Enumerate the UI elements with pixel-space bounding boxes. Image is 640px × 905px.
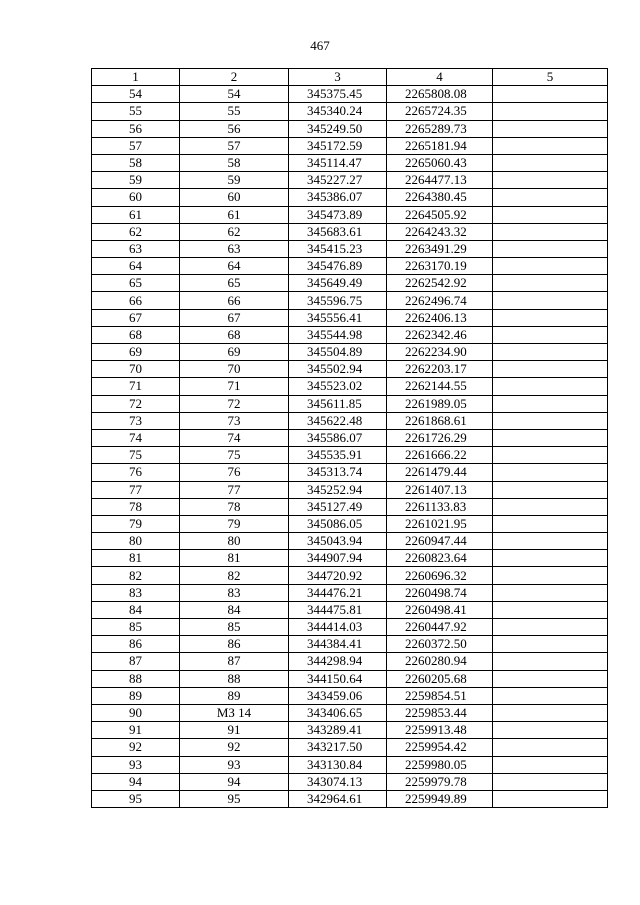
point-number-cell: 80 xyxy=(92,533,180,550)
point-number-cell: 58 xyxy=(92,154,180,171)
point-number-cell: 67 xyxy=(92,309,180,326)
point-label-cell: 66 xyxy=(180,292,289,309)
note-cell xyxy=(493,584,608,601)
y-coordinate-cell: 2262234.90 xyxy=(387,344,493,361)
table-row xyxy=(92,344,608,361)
point-label-cell: 86 xyxy=(180,636,289,653)
note-cell xyxy=(493,670,608,687)
point-number-cell: 65 xyxy=(92,275,180,292)
y-coordinate-cell: 2264505.92 xyxy=(387,206,493,223)
x-coordinate-cell: 345596.75 xyxy=(289,292,387,309)
table-row xyxy=(92,670,608,687)
point-label-cell: 79 xyxy=(180,515,289,532)
x-coordinate-cell: 345523.02 xyxy=(289,378,387,395)
point-label-cell: 59 xyxy=(180,172,289,189)
page-number: 467 xyxy=(310,38,330,53)
point-label-cell: 67 xyxy=(180,309,289,326)
point-number-cell: 77 xyxy=(92,481,180,498)
y-coordinate-cell: 2260947.44 xyxy=(387,533,493,550)
table-row xyxy=(92,584,608,601)
point-number-cell: 84 xyxy=(92,601,180,618)
note-cell xyxy=(493,206,608,223)
y-coordinate-cell: 2261989.05 xyxy=(387,395,493,412)
y-coordinate-cell: 2262542.92 xyxy=(387,275,493,292)
note-cell xyxy=(493,412,608,429)
x-coordinate-cell: 344907.94 xyxy=(289,550,387,567)
x-coordinate-cell: 345544.98 xyxy=(289,326,387,343)
x-coordinate-cell: 345252.94 xyxy=(289,481,387,498)
note-cell xyxy=(493,326,608,343)
table-row xyxy=(92,773,608,790)
point-number-cell: 64 xyxy=(92,258,180,275)
x-coordinate-cell: 345043.94 xyxy=(289,533,387,550)
point-number-cell: 61 xyxy=(92,206,180,223)
x-coordinate-cell: 344150.64 xyxy=(289,670,387,687)
x-coordinate-cell: 344720.92 xyxy=(289,567,387,584)
x-coordinate-cell: 345114.47 xyxy=(289,154,387,171)
y-coordinate-cell: 2265060.43 xyxy=(387,154,493,171)
note-cell xyxy=(493,653,608,670)
y-coordinate-cell: 2260696.32 xyxy=(387,567,493,584)
point-label-cell: 83 xyxy=(180,584,289,601)
point-label-cell: 76 xyxy=(180,464,289,481)
header-cell: 1 xyxy=(92,69,180,86)
note-cell xyxy=(493,189,608,206)
table-row xyxy=(92,240,608,257)
table-row xyxy=(92,447,608,464)
y-coordinate-cell: 2264477.13 xyxy=(387,172,493,189)
point-number-cell: 63 xyxy=(92,240,180,257)
table-row xyxy=(92,756,608,773)
y-coordinate-cell: 2259854.51 xyxy=(387,687,493,704)
y-coordinate-cell: 2260447.92 xyxy=(387,619,493,636)
x-coordinate-cell: 343217.50 xyxy=(289,739,387,756)
table-row xyxy=(92,704,608,721)
x-coordinate-cell: 345340.24 xyxy=(289,103,387,120)
note-cell xyxy=(493,515,608,532)
table-row xyxy=(92,550,608,567)
y-coordinate-cell: 2265808.08 xyxy=(387,86,493,103)
x-coordinate-cell: 345683.61 xyxy=(289,223,387,240)
point-number-cell: 66 xyxy=(92,292,180,309)
x-coordinate-cell: 345313.74 xyxy=(289,464,387,481)
note-cell xyxy=(493,687,608,704)
header-cell: 5 xyxy=(493,69,608,86)
table-row xyxy=(92,86,608,103)
point-label-cell: 74 xyxy=(180,429,289,446)
note-cell xyxy=(493,378,608,395)
note-cell xyxy=(493,361,608,378)
point-number-cell: 54 xyxy=(92,86,180,103)
point-number-cell: 91 xyxy=(92,722,180,739)
note-cell xyxy=(493,429,608,446)
note-cell xyxy=(493,154,608,171)
note-cell xyxy=(493,756,608,773)
point-number-cell: 68 xyxy=(92,326,180,343)
header-row xyxy=(92,69,608,86)
y-coordinate-cell: 2264243.32 xyxy=(387,223,493,240)
note-cell xyxy=(493,498,608,515)
y-coordinate-cell: 2261021.95 xyxy=(387,515,493,532)
table-row xyxy=(92,120,608,137)
table-row xyxy=(92,619,608,636)
point-number-cell: 74 xyxy=(92,429,180,446)
y-coordinate-cell: 2262203.17 xyxy=(387,361,493,378)
point-number-cell: 79 xyxy=(92,515,180,532)
point-label-cell: 70 xyxy=(180,361,289,378)
x-coordinate-cell: 345502.94 xyxy=(289,361,387,378)
y-coordinate-cell: 2260280.94 xyxy=(387,653,493,670)
x-coordinate-cell: 343289.41 xyxy=(289,722,387,739)
note-cell xyxy=(493,773,608,790)
y-coordinate-cell: 2261868.61 xyxy=(387,412,493,429)
point-number-cell: 71 xyxy=(92,378,180,395)
point-label-cell: 73 xyxy=(180,412,289,429)
x-coordinate-cell: 344298.94 xyxy=(289,653,387,670)
table-body xyxy=(92,86,608,808)
x-coordinate-cell: 345622.48 xyxy=(289,412,387,429)
y-coordinate-cell: 2259853.44 xyxy=(387,704,493,721)
y-coordinate-cell: 2261666.22 xyxy=(387,447,493,464)
table-row xyxy=(92,636,608,653)
point-number-cell: 69 xyxy=(92,344,180,361)
point-number-cell: 70 xyxy=(92,361,180,378)
note-cell xyxy=(493,292,608,309)
note-cell xyxy=(493,636,608,653)
point-label-cell: 63 xyxy=(180,240,289,257)
y-coordinate-cell: 2262144.55 xyxy=(387,378,493,395)
x-coordinate-cell: 345172.59 xyxy=(289,137,387,154)
y-coordinate-cell: 2260372.50 xyxy=(387,636,493,653)
header-cell: 3 xyxy=(289,69,387,86)
point-number-cell: 86 xyxy=(92,636,180,653)
table-row xyxy=(92,326,608,343)
table-row xyxy=(92,395,608,412)
y-coordinate-cell: 2263491.29 xyxy=(387,240,493,257)
y-coordinate-cell: 2261726.29 xyxy=(387,429,493,446)
point-number-cell: 82 xyxy=(92,567,180,584)
table-row xyxy=(92,309,608,326)
table-row xyxy=(92,429,608,446)
point-number-cell: 88 xyxy=(92,670,180,687)
table-row xyxy=(92,258,608,275)
point-label-cell: 65 xyxy=(180,275,289,292)
point-label-cell: 89 xyxy=(180,687,289,704)
note-cell xyxy=(493,258,608,275)
table-row xyxy=(92,687,608,704)
x-coordinate-cell: 345386.07 xyxy=(289,189,387,206)
header-cell: 2 xyxy=(180,69,289,86)
point-number-cell: 57 xyxy=(92,137,180,154)
table-row xyxy=(92,722,608,739)
point-label-cell: 87 xyxy=(180,653,289,670)
table-row xyxy=(92,378,608,395)
point-number-cell: 93 xyxy=(92,756,180,773)
point-label-cell: 55 xyxy=(180,103,289,120)
point-number-cell: 95 xyxy=(92,790,180,807)
table-row xyxy=(92,515,608,532)
x-coordinate-cell: 345611.85 xyxy=(289,395,387,412)
table-row xyxy=(92,533,608,550)
note-cell xyxy=(493,619,608,636)
y-coordinate-cell: 2264380.45 xyxy=(387,189,493,206)
point-label-cell: 93 xyxy=(180,756,289,773)
point-number-cell: 75 xyxy=(92,447,180,464)
x-coordinate-cell: 343130.84 xyxy=(289,756,387,773)
x-coordinate-cell: 344414.03 xyxy=(289,619,387,636)
point-number-cell: 81 xyxy=(92,550,180,567)
point-label-cell: 56 xyxy=(180,120,289,137)
y-coordinate-cell: 2259979.78 xyxy=(387,773,493,790)
point-label-cell: МЗ 14 xyxy=(180,704,289,721)
y-coordinate-cell: 2265181.94 xyxy=(387,137,493,154)
x-coordinate-cell: 345504.89 xyxy=(289,344,387,361)
y-coordinate-cell: 2262406.13 xyxy=(387,309,493,326)
point-number-cell: 72 xyxy=(92,395,180,412)
table-row xyxy=(92,601,608,618)
point-label-cell: 64 xyxy=(180,258,289,275)
point-number-cell: 73 xyxy=(92,412,180,429)
point-number-cell: 87 xyxy=(92,653,180,670)
point-label-cell: 72 xyxy=(180,395,289,412)
table-header xyxy=(92,69,608,86)
note-cell xyxy=(493,481,608,498)
point-label-cell: 85 xyxy=(180,619,289,636)
point-label-cell: 58 xyxy=(180,154,289,171)
point-label-cell: 61 xyxy=(180,206,289,223)
table-row xyxy=(92,189,608,206)
point-number-cell: 55 xyxy=(92,103,180,120)
note-cell xyxy=(493,240,608,257)
point-number-cell: 76 xyxy=(92,464,180,481)
table-row xyxy=(92,739,608,756)
point-label-cell: 94 xyxy=(180,773,289,790)
y-coordinate-cell: 2261407.13 xyxy=(387,481,493,498)
note-cell xyxy=(493,395,608,412)
note-cell xyxy=(493,344,608,361)
coordinates-table xyxy=(91,68,608,808)
header-cell: 4 xyxy=(387,69,493,86)
note-cell xyxy=(493,739,608,756)
note-cell xyxy=(493,704,608,721)
point-label-cell: 84 xyxy=(180,601,289,618)
x-coordinate-cell: 344476.21 xyxy=(289,584,387,601)
point-number-cell: 60 xyxy=(92,189,180,206)
note-cell xyxy=(493,275,608,292)
note-cell xyxy=(493,120,608,137)
table-row xyxy=(92,206,608,223)
table-row xyxy=(92,481,608,498)
x-coordinate-cell: 345249.50 xyxy=(289,120,387,137)
x-coordinate-cell: 343074.13 xyxy=(289,773,387,790)
x-coordinate-cell: 345535.91 xyxy=(289,447,387,464)
point-number-cell: 59 xyxy=(92,172,180,189)
point-label-cell: 88 xyxy=(180,670,289,687)
table-row xyxy=(92,137,608,154)
table-row xyxy=(92,292,608,309)
y-coordinate-cell: 2260205.68 xyxy=(387,670,493,687)
table-row xyxy=(92,361,608,378)
note-cell xyxy=(493,309,608,326)
note-cell xyxy=(493,533,608,550)
y-coordinate-cell: 2259949.89 xyxy=(387,790,493,807)
note-cell xyxy=(493,722,608,739)
table-row xyxy=(92,103,608,120)
y-coordinate-cell: 2260498.74 xyxy=(387,584,493,601)
x-coordinate-cell: 342964.61 xyxy=(289,790,387,807)
x-coordinate-cell: 345476.89 xyxy=(289,258,387,275)
point-label-cell: 92 xyxy=(180,739,289,756)
y-coordinate-cell: 2260823.64 xyxy=(387,550,493,567)
table-row xyxy=(92,154,608,171)
point-label-cell: 71 xyxy=(180,378,289,395)
point-label-cell: 54 xyxy=(180,86,289,103)
x-coordinate-cell: 345227.27 xyxy=(289,172,387,189)
table-row xyxy=(92,464,608,481)
note-cell xyxy=(493,447,608,464)
table-row xyxy=(92,223,608,240)
x-coordinate-cell: 345473.89 xyxy=(289,206,387,223)
point-label-cell: 95 xyxy=(180,790,289,807)
point-number-cell: 94 xyxy=(92,773,180,790)
y-coordinate-cell: 2261133.83 xyxy=(387,498,493,515)
point-label-cell: 91 xyxy=(180,722,289,739)
x-coordinate-cell: 345415.23 xyxy=(289,240,387,257)
y-coordinate-cell: 2259980.05 xyxy=(387,756,493,773)
point-label-cell: 80 xyxy=(180,533,289,550)
y-coordinate-cell: 2263170.19 xyxy=(387,258,493,275)
note-cell xyxy=(493,464,608,481)
point-number-cell: 85 xyxy=(92,619,180,636)
point-label-cell: 77 xyxy=(180,481,289,498)
point-label-cell: 62 xyxy=(180,223,289,240)
note-cell xyxy=(493,103,608,120)
table-row xyxy=(92,172,608,189)
y-coordinate-cell: 2262496.74 xyxy=(387,292,493,309)
table-row xyxy=(92,498,608,515)
x-coordinate-cell: 345375.45 xyxy=(289,86,387,103)
point-number-cell: 78 xyxy=(92,498,180,515)
point-label-cell: 82 xyxy=(180,567,289,584)
point-label-cell: 60 xyxy=(180,189,289,206)
x-coordinate-cell: 343459.06 xyxy=(289,687,387,704)
note-cell xyxy=(493,137,608,154)
point-label-cell: 78 xyxy=(180,498,289,515)
note-cell xyxy=(493,86,608,103)
table-row xyxy=(92,567,608,584)
y-coordinate-cell: 2265289.73 xyxy=(387,120,493,137)
y-coordinate-cell: 2262342.46 xyxy=(387,326,493,343)
point-number-cell: 62 xyxy=(92,223,180,240)
y-coordinate-cell: 2260498.41 xyxy=(387,601,493,618)
note-cell xyxy=(493,223,608,240)
note-cell xyxy=(493,567,608,584)
x-coordinate-cell: 345586.07 xyxy=(289,429,387,446)
point-label-cell: 68 xyxy=(180,326,289,343)
point-number-cell: 83 xyxy=(92,584,180,601)
table-row xyxy=(92,653,608,670)
table-row xyxy=(92,412,608,429)
note-cell xyxy=(493,601,608,618)
x-coordinate-cell: 345556.41 xyxy=(289,309,387,326)
x-coordinate-cell: 345649.49 xyxy=(289,275,387,292)
point-number-cell: 89 xyxy=(92,687,180,704)
table-row xyxy=(92,275,608,292)
point-number-cell: 92 xyxy=(92,739,180,756)
x-coordinate-cell: 344475.81 xyxy=(289,601,387,618)
point-number-cell: 56 xyxy=(92,120,180,137)
point-label-cell: 57 xyxy=(180,137,289,154)
point-number-cell: 90 xyxy=(92,704,180,721)
point-label-cell: 81 xyxy=(180,550,289,567)
x-coordinate-cell: 345086.05 xyxy=(289,515,387,532)
y-coordinate-cell: 2259913.48 xyxy=(387,722,493,739)
note-cell xyxy=(493,172,608,189)
point-label-cell: 69 xyxy=(180,344,289,361)
y-coordinate-cell: 2259954.42 xyxy=(387,739,493,756)
note-cell xyxy=(493,550,608,567)
table-row xyxy=(92,790,608,807)
y-coordinate-cell: 2261479.44 xyxy=(387,464,493,481)
point-label-cell: 75 xyxy=(180,447,289,464)
x-coordinate-cell: 343406.65 xyxy=(289,704,387,721)
x-coordinate-cell: 345127.49 xyxy=(289,498,387,515)
y-coordinate-cell: 2265724.35 xyxy=(387,103,493,120)
x-coordinate-cell: 344384.41 xyxy=(289,636,387,653)
note-cell xyxy=(493,790,608,807)
